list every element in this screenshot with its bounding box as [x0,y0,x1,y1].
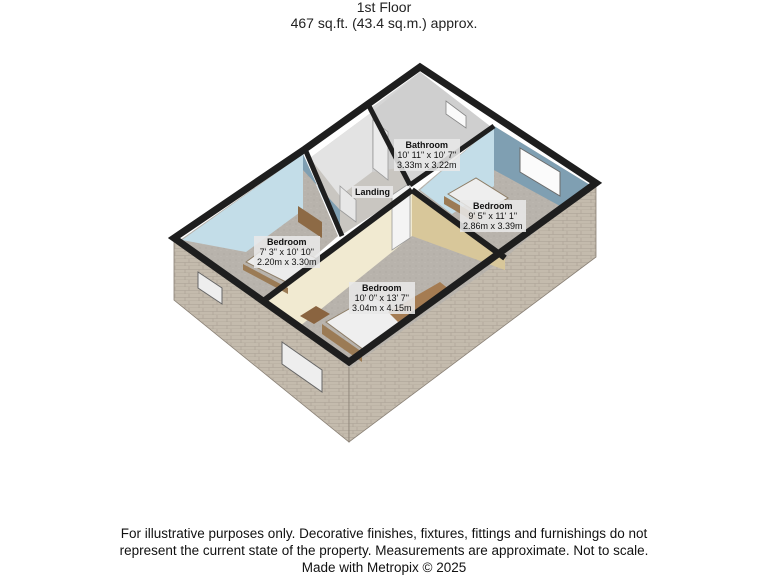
room-label-bedroom-main [349,282,415,314]
room-metric: 3.33m x 3.22m [397,160,457,170]
floor-area: 467 sq.ft. (43.4 sq.m.) approx. [290,15,478,31]
floor-title: 1st Floor [356,0,412,15]
room-metric: 3.04m x 4.15m [352,303,412,313]
room-metric: 2.86m x 3.39m [463,221,523,231]
room-label-bedroom-right [460,200,526,232]
credit-line: Made with Metropix © 2025 [301,560,467,575]
room-name: Bedroom [267,237,307,247]
room-name: Bathroom [405,140,449,150]
room-metric: 2.20m x 3.30m [257,257,317,267]
room-imperial: 10' 11" x 10' 7" [397,150,457,160]
room-label-landing [352,186,393,198]
room-label-bedroom-left [254,236,320,268]
room-label-bathroom [394,139,460,171]
room-imperial: 10' 0" x 13' 7" [354,293,409,303]
room-imperial: 9' 5" x 11' 1" [468,211,518,221]
room-name: Bedroom [473,201,513,211]
room-name: Landing [355,187,390,197]
disclaimer-line-2: represent the current state of the property. Measurements are approximate. Not to scale. [119,543,649,558]
room-imperial: 7' 3" x 10' 10" [259,247,314,257]
disclaimer-line-1: For illustrative purposes only. Decorative finishes, fixtures, fittings and furnishings do not [120,526,648,541]
room-name: Bedroom [362,283,402,293]
